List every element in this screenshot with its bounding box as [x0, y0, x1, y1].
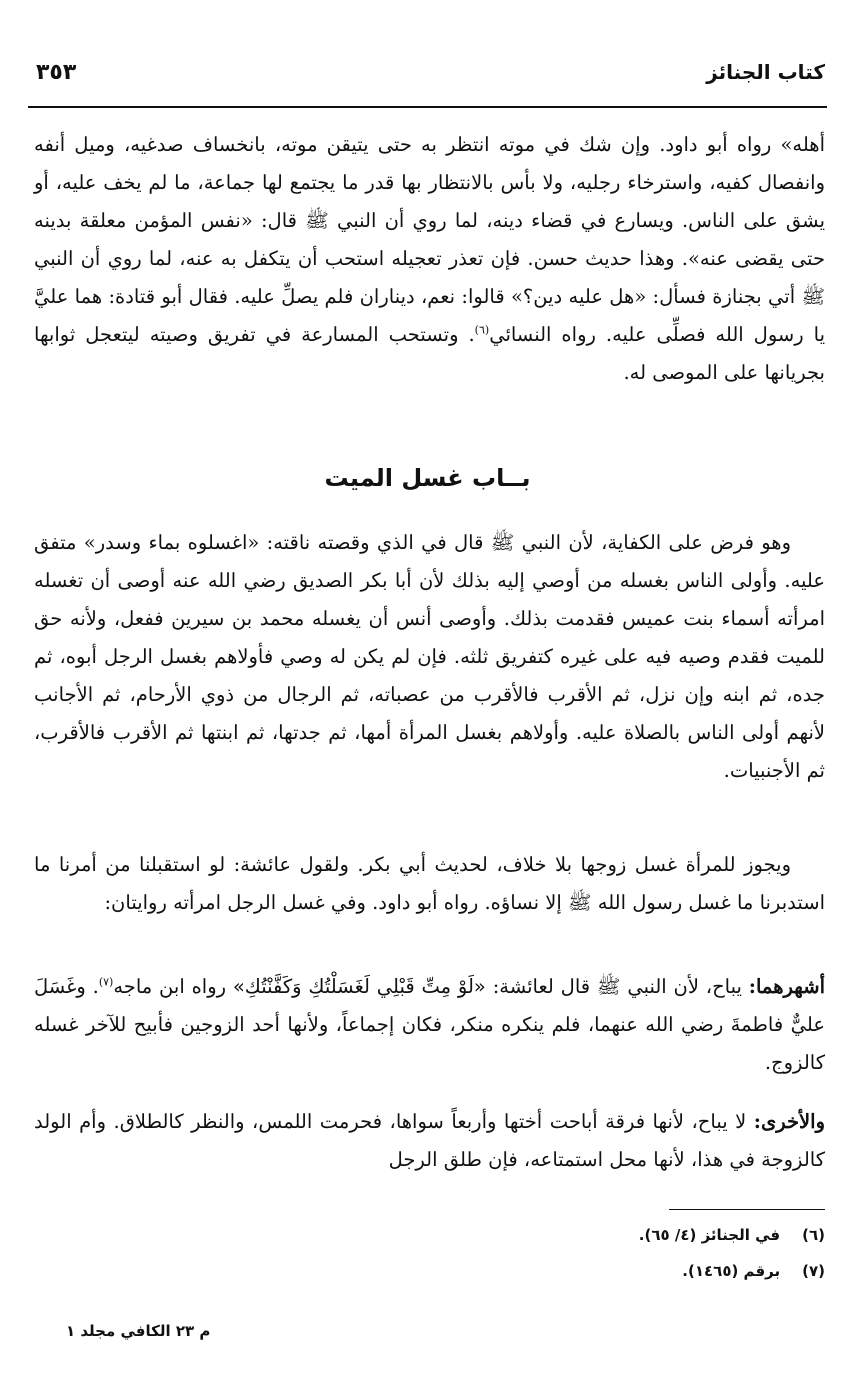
header-divider — [28, 106, 827, 108]
paragraph-funeral-debts — [34, 126, 825, 392]
footnote-number: (٦) — [802, 1226, 825, 1244]
paragraph-first-narration — [34, 968, 825, 1082]
footnote-reference-7: (٧) — [98, 975, 114, 989]
footnote-number: (٧) — [802, 1262, 825, 1280]
paragraph-text: لا يباح، لأنها فرقة أباحت أختها وأربعاً سواها، فحرمت اللمس، والنظر كالطلاق. وأم الولد كالزوجة في هذا، لأنها محل استمتاعه، فإن طلق الرجل — [34, 1110, 825, 1171]
book-title: كتاب الجنائز — [706, 60, 825, 84]
footnote-divider — [669, 1209, 825, 1210]
paragraph-wife-washing: ويجوز للمرأة غسل زوجها بلا خلاف، لحديث أبي بكر. ولقول عائشة: لو استقبلنا من أمرنا ما استدبرنا ما غسل رسول الله ﷺ إلا نساؤه. رواه أبو داود. وفي غسل الرجل امرأته روايتان: — [34, 853, 825, 914]
footnote — [639, 1226, 825, 1244]
term-label: أشهرهما: — [748, 975, 825, 998]
footnote — [682, 1262, 825, 1280]
paragraph-washing-obligation: وهو فرض على الكفاية، لأن النبي ﷺ قال في الذي وقصته ناقته: «اغسلوه بماء وسدر» متفق عليه. وأولى الناس بغسله من أوصي إليه بذلك لأن أبا بكر الصديق رضي الله عنه أوصى أن تغسله امرأته أسماء بنت عميس فقدمت بذلك. وأوصى أنس أن يغسله محمد بن سيرين ففعل، ولأنه حق للميت فقدم وصيه فيه على غيره كتفريق ثلثه. فإن لم يكن له وصي فأولاهم بغسل الرجل أبوه، ثم جده، ثم ابنه وإن نزل، ثم الأقرب فالأقرب من عصباته، ثم الرجال من ذوي الأرحام، ثم الأجانب لأنهم أولى الناس بالصلاة عليه. وأولاهم بغسل المرأة أمها، ثم جدتها، ثم ابنتها ثم الأقرب فالأقرب، ثم الأجنبيات. — [34, 531, 825, 782]
page-number: ٣٥٣ — [36, 60, 77, 85]
paragraph-second-narration — [34, 1103, 825, 1179]
footnote-text: في الجنائز (٤/ ٦٥). — [638, 1226, 781, 1244]
paragraph-text: . وغَسَلَ عليٌّ فاطمةَ رضي الله عنهما، فلم ينكره منكر، فكان إجماعاً، ولأنها أحد الزوجين فأبيح للآخر غسله كالزوج. — [34, 975, 825, 1074]
hadith-quote: «لَوْ مِتِّ قَبْلِي لَغَسَلْتُكِ وَكَفَّنْتُكِ» — [232, 975, 486, 998]
footnote-text: برقم (١٤٦٥). — [682, 1262, 781, 1280]
footnote-reference-6: (٦) — [474, 323, 490, 337]
printer-signature: م ٢٣ الكافي مجلد ١ — [66, 1322, 211, 1340]
section-heading: بــاب غسل الميت — [324, 464, 531, 492]
paragraph-text: أهله» رواه أبو داود. وإن شك في موته انتظر به حتى يتيقن موته، بانخساف صدغيه، وميل أنفه وانفصال كفيه، واسترخاء رجليه، ولا بأس بالانتظار بها قدر ما يجتمع لها جماعة، ما لم يخف عليه، أو يشق على الناس. ويسارع في قضاء دينه، لما روي أن النبي ﷺ قال: «نفس المؤمن معلقة بدينه حتى يقضى عنه». وهذا حديث حسن. فإن تعذر تعجيله استحب أن يتكفل به عنه، لما روي أن النبي ﷺ أتي بجنازة فسأل: «هل عليه دين؟» قالوا: نعم، ديناران فلم يصلِّ عليه. فقال أبو قتادة: هما عليَّ يا رسول الله فصلِّى عليه. رواه النسائي — [34, 133, 826, 346]
paragraph-text: رواه ابن ماجه — [113, 975, 233, 998]
paragraph-text-end: . وتستحب المسارعة في تفريق وصيته ليتعجل ثوابها بجريانها على الموصى له. — [34, 323, 825, 384]
term-label: والأخرى: — [753, 1110, 825, 1133]
paragraph-text: يباح، لأن النبي ﷺ قال لعائشة: — [485, 975, 749, 998]
